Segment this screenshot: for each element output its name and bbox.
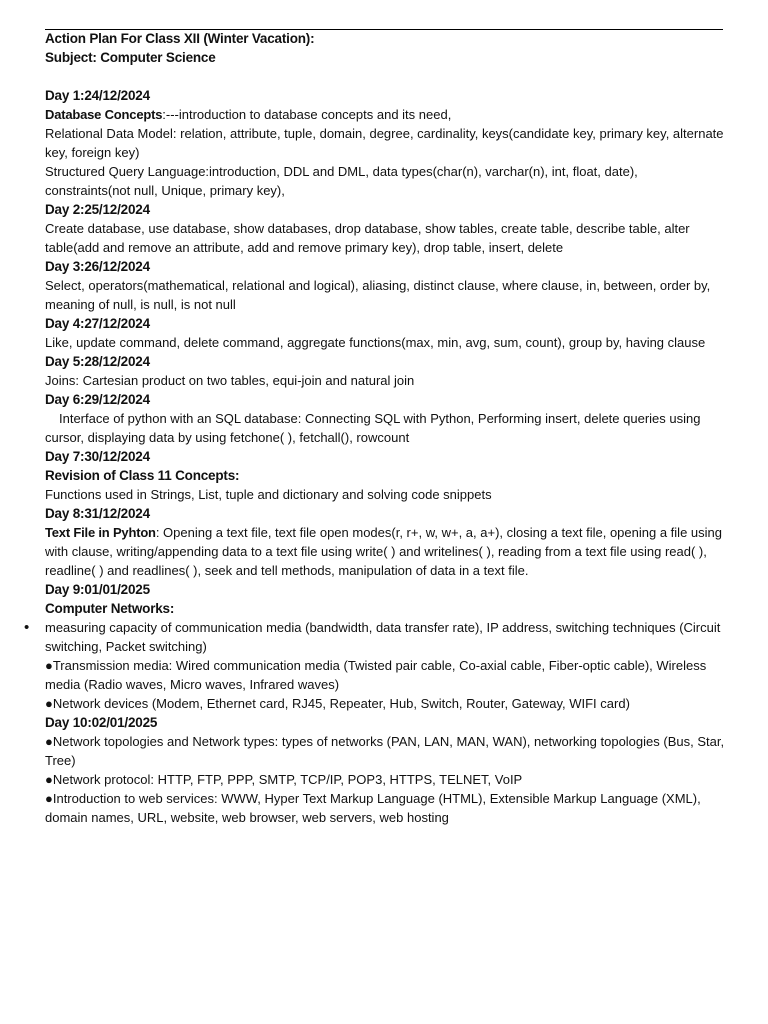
day-text: Select, operators(mathematical, relational and logical), aliasing, distinct clause, where clause, in, between, order by, meaning of null, is null, is not null xyxy=(45,278,711,312)
day-heading: Day 2:25/12/2024 xyxy=(45,202,150,217)
bullet-icon: • xyxy=(24,619,30,636)
day-heading: Day 7:30/12/2024 xyxy=(45,449,150,464)
document-body xyxy=(24,29,725,827)
day-text: Structured Query Language:introduction, DDL and DML, data types(char(n), varchar(n), int, float, date), constraints(not null, Unique, primary key), xyxy=(45,164,638,198)
list-item: ●Introduction to web services: WWW, Hyper Text Markup Language (HTML), Extensible Markup Language (XML), domain names, URL, website, web browser, web servers, web hosting xyxy=(45,791,701,825)
day-heading: Day 10:02/01/2025 xyxy=(45,715,158,730)
list-item-text: measuring capacity of communication media (bandwidth, data transfer rate), IP address, switching techniques (Circuit switching, Packet switching) xyxy=(45,620,721,654)
list-item: ●Transmission media: Wired communication media (Twisted pair cable, Co-axial cable, Fiber-optic cable), Wireless media (Radio waves, Micro waves, Infrared waves) xyxy=(45,658,707,692)
document-title: Action Plan For Class XII (Winter Vacation): xyxy=(45,31,315,46)
topic-text: :---introduction to database concepts and its need, xyxy=(162,107,452,122)
day-heading: Day 8:31/12/2024 xyxy=(45,506,150,521)
list-item xyxy=(24,618,725,656)
day-text: Interface of python with an SQL database: Connecting SQL with Python, Performing insert, delete queries using cursor, displaying data by using fetchone( ), fetchall(), rowcount xyxy=(45,411,701,445)
day-text: Create database, use database, show databases, drop database, show tables, create table, describe table, alter table(add and remove an attribute, add and remove primary key), drop table, insert, delete xyxy=(45,221,690,255)
day-heading: Day 9:01/01/2025 xyxy=(45,582,150,597)
day-text: Joins: Cartesian product on two tables, equi-join and natural join xyxy=(45,373,415,388)
list-item: ●Network topologies and Network types: types of networks (PAN, LAN, MAN, WAN), networking topologies (Bus, Star, Tree) xyxy=(45,734,725,768)
topic-text: : Opening a text file, text file open modes(r, r+, w, w+, a, a+), closing a text file, opening a file using with clause, writing/appending data to a text file using write( ) and writelines( ), reading from a text file using read( ), readline( ) and readlines( ), seek and tell methods, manipulation of data in a text file. xyxy=(45,525,722,578)
day-topic xyxy=(45,523,725,580)
day-heading: Day 4:27/12/2024 xyxy=(45,316,150,331)
list-item: ●Network protocol: HTTP, FTP, PPP, SMTP, TCP/IP, POP3, HTTPS, TELNET, VoIP xyxy=(45,772,523,787)
day-heading: Day 5:28/12/2024 xyxy=(45,354,150,369)
topic-label: Database Concepts xyxy=(45,107,163,122)
topic-label: Text File in Pyhton xyxy=(45,525,156,540)
day-heading: Day 6:29/12/2024 xyxy=(45,392,150,407)
day-text: Functions used in Strings, List, tuple and dictionary and solving code snippets xyxy=(45,487,492,502)
day-topic xyxy=(45,105,725,124)
blank-line xyxy=(45,67,725,86)
day-subheading: Revision of Class 11 Concepts: xyxy=(45,468,240,483)
day-text: Like, update command, delete command, aggregate functions(max, min, avg, sum, count), group by, having clause xyxy=(45,335,706,350)
day-heading: Day 1:24/12/2024 xyxy=(45,88,150,103)
day-subheading: Computer Networks: xyxy=(45,601,175,616)
list-item: ●Network devices (Modem, Ethernet card, RJ45, Repeater, Hub, Switch, Router, Gateway, WIFI card) xyxy=(45,696,630,711)
day-text: Relational Data Model: relation, attribute, tuple, domain, degree, cardinality, keys(candidate key, primary key, alternate key, foreign key) xyxy=(45,126,724,160)
day-heading: Day 3:26/12/2024 xyxy=(45,259,150,274)
document-subject: Subject: Computer Science xyxy=(45,50,216,65)
